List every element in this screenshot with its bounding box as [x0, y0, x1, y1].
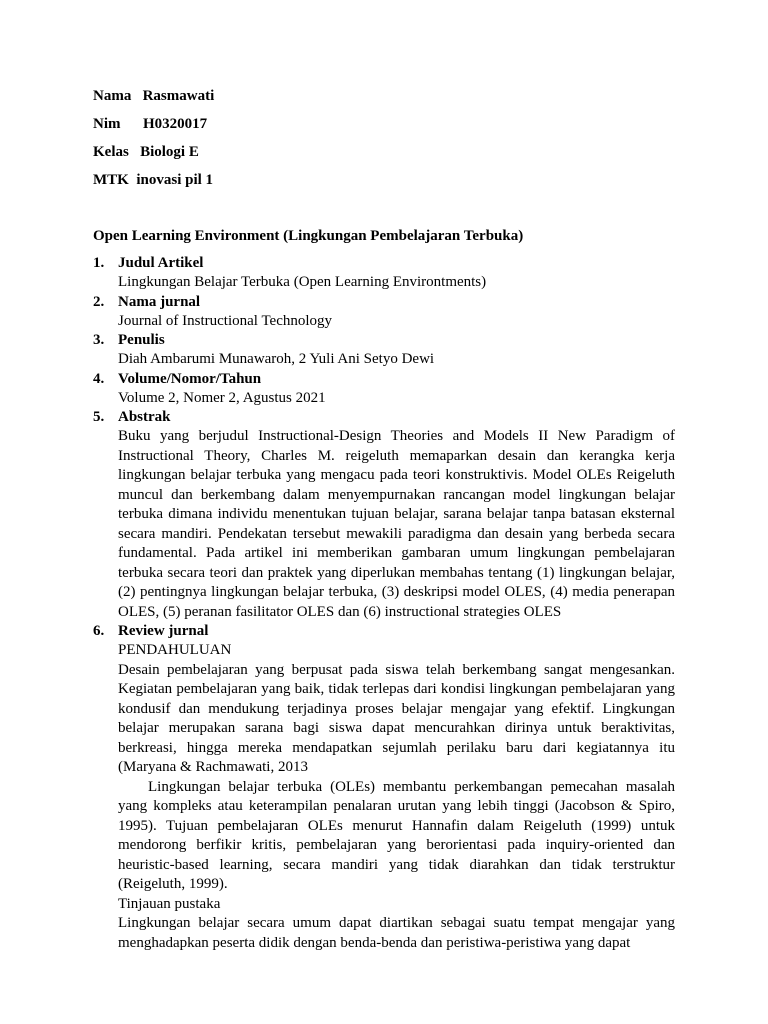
mtk-row — [93, 170, 214, 198]
section-number: 4. — [93, 370, 105, 387]
section-number: 1. — [93, 255, 105, 271]
tinjauan-heading: Tinjauan pustaka — [118, 895, 221, 912]
section-number: 2. — [93, 293, 105, 310]
section-judul-artikel — [93, 254, 675, 293]
section-heading: Nama jurnal — [118, 293, 201, 310]
pendahuluan-heading: PENDAHULUAN — [118, 642, 232, 658]
kelas-value: Biologi E — [140, 144, 199, 160]
document-title: Open Learning Environment (Lingkungan Pembelajaran Terbuka) — [93, 228, 524, 244]
nim-value: H0320017 — [143, 116, 208, 132]
abstract-text: Buku yang berjudul Instructional-Design Theories and Models II New Paradigm of Instructional Theory, Charles M. reigeluth memaparkan desain dan kerangka kerja lingkungan belajar terbuka yang mengacu pada teori konstruktivis. Model OLEs Reigeluth muncul dan berkembang dalam menyempurnakan rancangan model lingkungan belajar terbuka dimana individu menentukan tujuan belajar, sarana belajar tanpa batasan eksternal secara mandiri. Pendekatan tersebut mewakili paradigma dan desain yang berbeda secara fundamental. Pada artikel ini memberikan gambaran umum lingkungan pembelajaran terbuka secara teori dan praktek yang diperlukan membahas tentang (1) lingkungan belajar, (2) pentingnya lingkungan belajar terbuka, (3) deskripsi model OLES, (4) media penerapan OLES, (5) peranan fasilitator OLES dan (6) instructional strategies OLES — [118, 428, 675, 620]
section-number: 6. — [93, 623, 105, 639]
review-body — [118, 641, 675, 953]
pendahuluan-paragraph-2: Lingkungan belajar terbuka (OLEs) membantu perkembangan pemecahan masalah yang kompleks atau keterampilan penalaran urutan yang lebih tinggi (Jacobson & Spiro, 1995). Tujuan pembelajaran OLEs menurut Hannafin dalam Reigeluth (1999) untuk mendorong berfikir kritis, pembelajaran yang berorientasi pada inquiry-oriented dan heuristic-based learning, secara mandiri yang tidak diarahkan dan tidak terstruktur (Reigeluth, 1999). — [118, 778, 675, 892]
section-nama-jurnal — [93, 293, 675, 332]
student-info — [93, 86, 214, 198]
kelas-row — [93, 142, 214, 170]
section-body: Diah Ambarumi Munawaroh, 2 Yuli Ani Setyo Dewi — [118, 351, 435, 367]
section-body: Volume 2, Nomer 2, Agustus 2021 — [118, 389, 326, 406]
kelas-label: Kelas — [93, 144, 129, 160]
mtk-label: MTK — [93, 172, 129, 188]
nama-label: Nama — [93, 88, 132, 104]
section-review-jurnal — [93, 622, 675, 953]
tinjauan-paragraph-1: Lingkungan belajar secara umum dapat diartikan sebagai suatu tempat mengajar yang menghadapkan peserta didik dengan benda-benda dan peristiwa-peristiwa yang dapat — [118, 915, 675, 951]
section-number: 3. — [93, 332, 105, 348]
nim-row — [93, 114, 214, 142]
section-heading: Volume/Nomor/Tahun — [118, 370, 262, 387]
section-heading: Abstrak — [118, 409, 171, 425]
pendahuluan-paragraph-1: Desain pembelajaran yang berpusat pada siswa telah berkembang sangat mengesankan. Kegiatan pembelajaran yang baik, tidak terlepas dari kondisi lingkungan pembelajaran yang kondusif dan mendukung terjadinya proses belajar mengajar yang efektif. Lingkungan belajar merupakan sarana bagi siswa dapat mencurahkan dirinya untuk beraktivitas, berkreasi, hingga mereka mendapatkan sejumlah perilaku baru dari kegiatannya itu (Maryana & Rachmawati, 2013 — [118, 661, 675, 775]
mtk-value: inovasi pil 1 — [136, 172, 214, 188]
section-body: Journal of Instructional Technology — [118, 312, 333, 329]
nama-value: Rasmawati — [142, 88, 215, 104]
nim-label: Nim — [93, 116, 121, 132]
section-list — [93, 254, 675, 953]
section-volume — [93, 370, 675, 409]
section-abstrak — [93, 408, 675, 622]
section-body: Lingkungan Belajar Terbuka (Open Learning Environtments) — [118, 274, 487, 290]
section-heading: Review jurnal — [118, 623, 209, 639]
section-number: 5. — [93, 409, 105, 425]
section-heading: Judul Artikel — [118, 255, 204, 271]
section-heading: Penulis — [118, 332, 165, 348]
nama-row — [93, 86, 214, 114]
section-penulis — [93, 331, 675, 370]
